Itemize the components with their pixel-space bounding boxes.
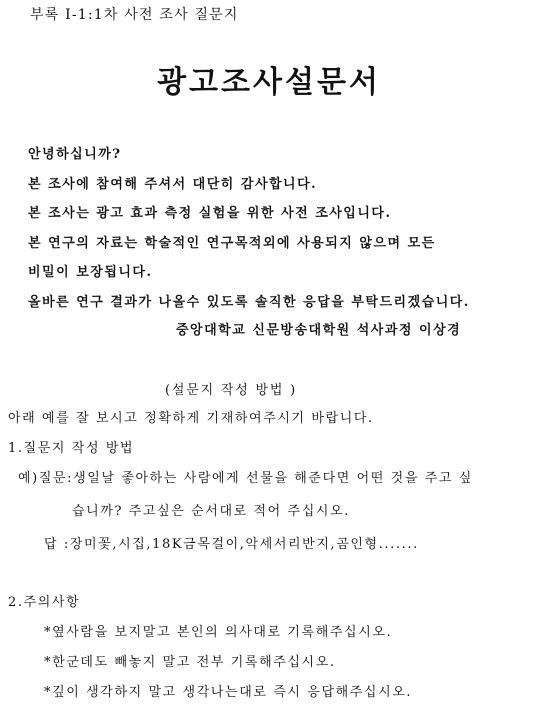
intro-line: 본 연구의 자료는 학술적인 연구목적외에 사용되지 않으며 모든 (28, 236, 436, 251)
section-heading-2: 2.주의사항 (8, 595, 81, 610)
example-answer: 답 :장미꽃,시집,18K금목걸이,악세서리반지,곰인형....... (44, 537, 419, 552)
signature: 중앙대학교 신문방송대학원 석사과정 이상경 (176, 323, 462, 338)
note-item: *깊이 생각하지 말고 생각나는대로 즉시 응답해주십시오. (44, 685, 413, 700)
intro-line: 본 조사는 광고 효과 측정 실험을 위한 사전 조사입니다. (28, 206, 392, 221)
appendix-label: 부록 I-1:1차 사전 조사 질문지 (30, 7, 239, 23)
example-question-line: 습니까? 주고싶은 순서대로 적어 주십시오. (72, 504, 350, 519)
section-heading-1: 1.질문지 작성 방법 (8, 441, 135, 456)
intro-line: 비밀이 보장됩니다. (28, 265, 153, 280)
method-instruction: 아래 예를 잘 보시고 정확하게 기재하여주시기 바랍니다. (8, 411, 374, 426)
intro-line: 안녕하십니까? (28, 147, 122, 162)
intro-line: 올바른 연구 결과가 나올수 있도록 솔직한 응답을 부탁드리겠습니다. (28, 295, 470, 310)
method-title: (설문지 작성 방법 ) (165, 383, 298, 398)
note-item: *옆사람을 보지말고 본인의 의사대로 기록해주십시오. (44, 625, 393, 640)
document-title: 광고조사설문서 (157, 65, 381, 100)
example-question-line: 예)질문:생일날 좋아하는 사람에게 선물을 해준다면 어떤 것을 주고 싶 (18, 471, 473, 486)
intro-line: 본 조사에 참여해 주셔서 대단히 감사합니다. (28, 177, 318, 192)
note-item: *한군데도 빼놓지 말고 전부 기록해주십시오. (44, 655, 336, 670)
